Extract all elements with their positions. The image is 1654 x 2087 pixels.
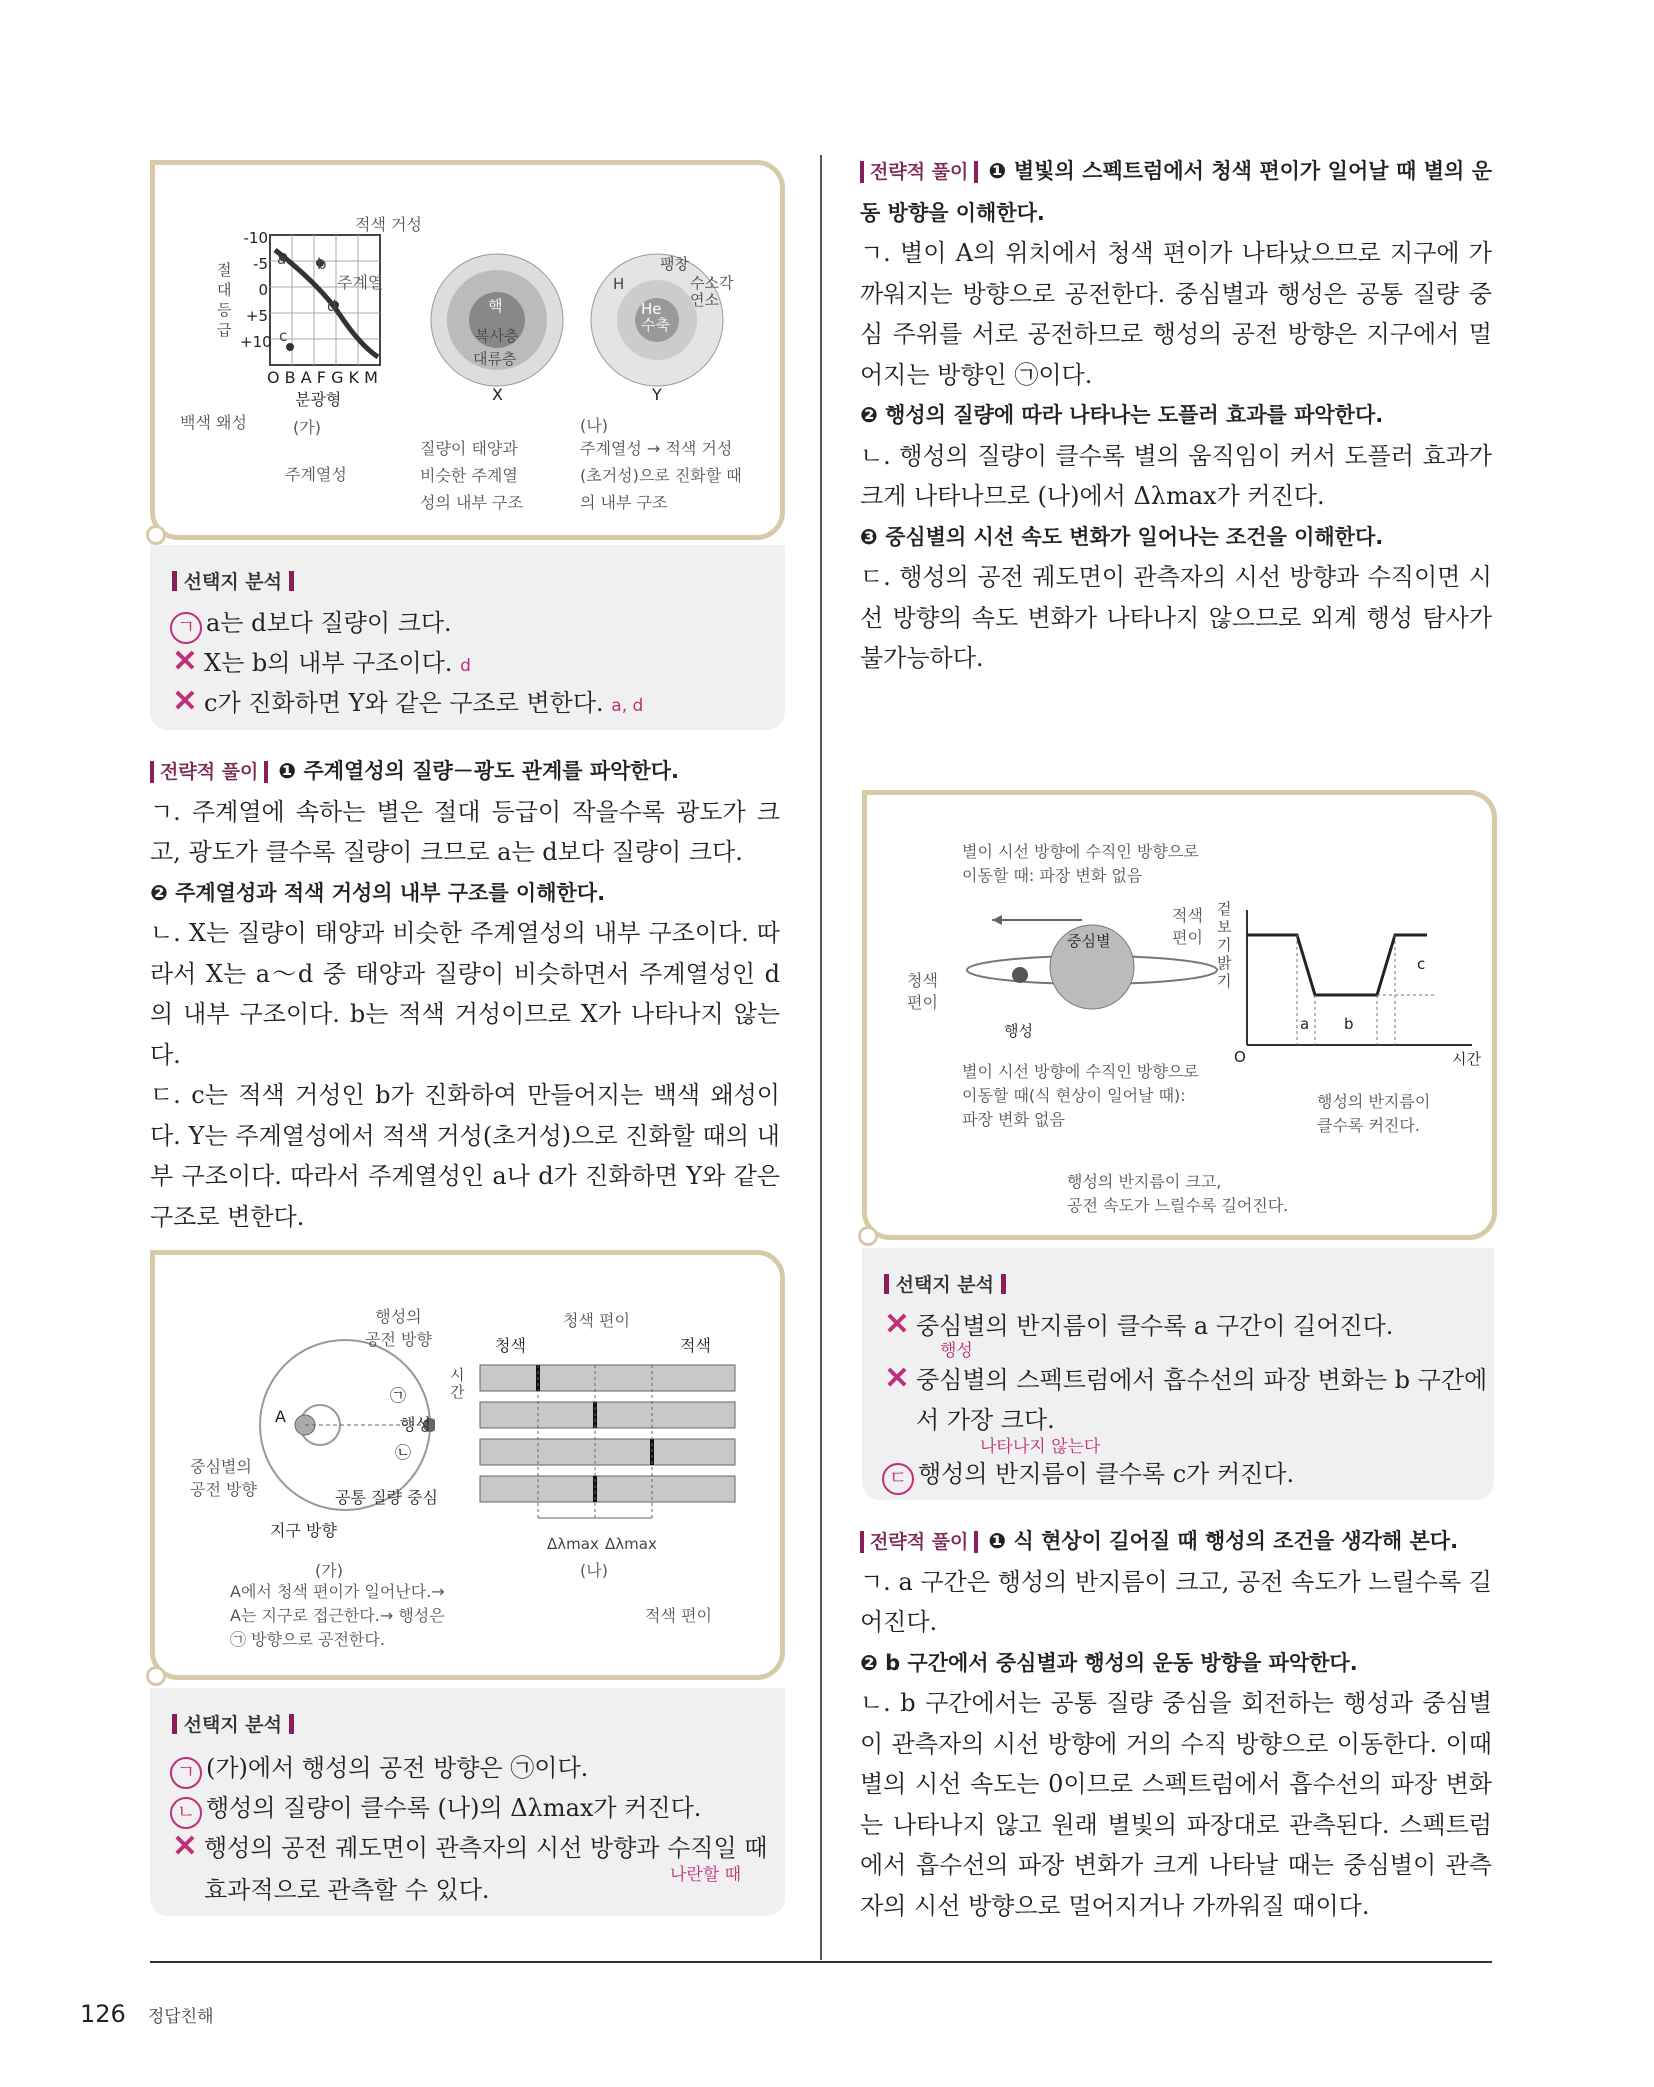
q10-solution-text: ㄴ. b 구간에서는 공통 질량 중심을 회전하는 행성과 중심별이 관측자의 시선 방향에 거의 수직 방향으로 이동한다. 이때 별의 시선 속도는 0이므로 스펙트럼에서 흡수선의 파장 변화는 나타나지 않고 원래 별빛의 파장대로 관측된다. 스펙트럼에서 흡수선의 파장 변화가 크게 나타날 때는 중심별이 관측자의 시선 방향으로 멀어지거나 가까워질 때이다.	[860, 1689, 1492, 1920]
q8-main-seq-star-label: 주계열성	[285, 465, 347, 484]
q9-option-1	[170, 1748, 588, 1789]
q8-solution-text: ㄴ. X는 질량이 태양과 비슷한 주계열성의 내부 구조이다. 따라서 X는 a～d 중 태양과 질량이 비슷하면서 주계열성인 d의 내부 구조이다. b는 적색 거성이므로 X가 나타나지 않는다.	[150, 919, 780, 1069]
q10-desc-line: 이동할 때: 파장 변화 없음	[962, 866, 1143, 885]
q8-h-label: H	[613, 275, 625, 293]
q9-options-head-text: 선택지 분석	[183, 1714, 283, 1736]
q8-y-axis-label: 절대 등급	[217, 261, 232, 339]
q9-blue-shift-top: 청색 편이	[563, 1311, 630, 1330]
q8-hr-d: d	[327, 297, 337, 315]
q10-central-star: 중심별	[1067, 932, 1111, 950]
q8-red-giant-label: 적색 거성	[355, 215, 422, 234]
q8-convection-label: 대류층	[473, 350, 517, 368]
q8-figure-box	[150, 160, 785, 540]
q10-option-note: 나타나지 않는다	[980, 1437, 1101, 1457]
q9-solution-step: ❷ 행성의 질량에 따라 나타나는 도플러 효과를 파악한다.	[860, 403, 1384, 427]
q10-figure-box	[862, 790, 1497, 1240]
q8-main-seq-label: 주계열	[337, 273, 384, 292]
q9-red-label: 적색	[680, 1336, 711, 1355]
q9-solution-text: ㄱ. 별이 A의 위치에서 청색 편이가 나타났으므로 지구에 가까워지는 방향으로 공전한다. 중심별과 행성은 공통 질량 중심 주위를 서로 공전하므로 행성의 공전 방향은 지구에서 멀어지는 방향인 ㉠이다.	[860, 239, 1492, 389]
q8-option-2	[170, 643, 471, 679]
q10-top-desc	[962, 840, 1199, 888]
q9-ga-desc	[230, 1580, 445, 1652]
q8-solution-step: ❶ 주계열성의 질량－광도 관계를 파악한다.	[278, 759, 679, 783]
q9-label-line: 공전 방향	[365, 1330, 432, 1349]
q10-lightcurve	[1237, 905, 1477, 1055]
q8-solution-step: ❷ 주계열성과 적색 거성의 내부 구조를 이해한다.	[150, 880, 606, 905]
page-number: 126	[80, 2000, 126, 2028]
q9-blue-label: 청색	[495, 1336, 526, 1355]
wrong-mark-icon: ✕	[884, 1361, 910, 1396]
q8-option-text: X는 b의 내부 구조이다.	[204, 649, 453, 677]
q8-expand-label: 팽창	[660, 255, 689, 273]
q9-solution-step: ❶ 별빛의 스펙트럼에서 청색 편이가 일어날 때 별의 운동 방향을 이해한다.	[860, 159, 1492, 225]
q8-option-note: d	[460, 656, 471, 676]
q8-option-3	[170, 683, 643, 719]
q9-time-label: 시간	[450, 1366, 465, 1401]
q10-c: c	[1417, 955, 1426, 973]
q9-solution-text: ㄴ. 행성의 질량이 클수록 별의 움직임이 커서 도플러 효과가 크게 나타나므로 (나)에서 Δλmax가 커진다.	[860, 441, 1492, 510]
q8-core-label: 핵	[488, 297, 503, 315]
q8-y-desc-line: 의 내부 구조	[580, 493, 668, 512]
footer-label: 정답친해	[147, 2007, 214, 2027]
q9-planet: 행성	[400, 1415, 431, 1434]
q9-na-label: (나)	[580, 1561, 608, 1580]
q9-figure-box	[150, 1250, 785, 1680]
wrong-mark-icon: ✕	[884, 1307, 910, 1342]
q9-option-2	[170, 1788, 701, 1829]
q8-he-core-label: He 수축	[641, 300, 670, 334]
q9-option-text: 행성의 공전 궤도면이 관측자의 시선 방향과 수직일 때	[204, 1834, 768, 1862]
q10-option-text: 서 가장 크다.	[916, 1406, 1055, 1434]
q8-y-tick: +10	[240, 333, 272, 351]
q10-desc-line: 행성의 반지름이 크고,	[1067, 1172, 1222, 1191]
q9-circ1: ㉠	[390, 1386, 407, 1405]
q10-brightness: 겉보기 밝기	[1217, 900, 1232, 990]
q10-option-text: 중심별의 반지름이 클수록 a 구간이 길어진다.	[916, 1312, 1394, 1340]
q9-frame-dot	[146, 1666, 166, 1686]
wrong-mark-icon: ✕	[172, 1829, 198, 1864]
q9-desc-line: A에서 청색 편이가 일어난다.→	[230, 1582, 445, 1601]
q9-option-text: (가)에서 행성의 공전 방향은 ㉠이다.	[206, 1754, 589, 1782]
wrong-mark-icon: ✕	[172, 644, 198, 679]
q8-x-structure	[427, 250, 567, 390]
q8-radiation-label: 복사층	[475, 327, 519, 345]
q10-option-note: 행성	[940, 1341, 973, 1361]
q10-option-3	[882, 1454, 1294, 1495]
q9-solution-step: ❸ 중심별의 시선 속도 변화가 일어나는 조건을 이해한다.	[860, 524, 1384, 549]
q9-solution-text: ㄷ. 행성의 공전 궤도면이 관측자의 시선 방향과 수직이면 시선 방향의 속도 변화가 나타나지 않으므로 외계 행성 탐사가 불가능하다.	[860, 563, 1492, 672]
q8-y-desc	[580, 435, 742, 516]
q8-x-label: 분광형	[295, 390, 342, 409]
q10-radius-desc	[1317, 1090, 1430, 1138]
q9-desc-line: A는 지구로 접근한다.→ 행성은	[230, 1606, 445, 1625]
q8-hr-b: b	[317, 255, 327, 273]
q8-option-text: c가 진화하면 Y와 같은 구조로 변한다.	[204, 689, 604, 717]
correct-mark-icon: ㄱ	[170, 612, 202, 644]
q8-y-tick: +5	[245, 307, 268, 325]
q10-options-head	[884, 1270, 1006, 1297]
column-divider	[820, 155, 822, 1960]
q10-label-line: 편이	[907, 993, 938, 1012]
q10-desc-line: 별이 시선 방향에 수직인 방향으로	[962, 1062, 1199, 1081]
q10-option-text: 중심별의 스펙트럼에서 흡수선의 파장 변화는 b 구간에	[916, 1366, 1488, 1394]
q10-desc-line: 공전 속도가 느릴수록 길어진다.	[1067, 1196, 1289, 1215]
q10-solution-step: ❷ b 구간에서 중심별과 행성의 운동 방향을 파악한다.	[860, 1650, 1358, 1675]
q10-desc-line: 별이 시선 방향에 수직인 방향으로	[962, 842, 1199, 861]
q9-label-line: 공전 방향	[190, 1480, 257, 1499]
q10-red-shift	[1172, 905, 1203, 949]
q8-hr-c: c	[279, 327, 288, 345]
q9-star-dir	[190, 1455, 257, 1501]
q10-solution	[860, 1520, 1492, 1926]
q10-b: b	[1344, 1015, 1354, 1033]
q9-solution	[860, 150, 1492, 679]
q8-x-desc-line: 비슷한 주계열	[420, 466, 518, 485]
q10-options-head-text: 선택지 분석	[895, 1274, 995, 1296]
q9-option-3-cont	[204, 1870, 490, 1905]
q8-y-mark: Y	[652, 385, 662, 404]
q8-options-head	[172, 567, 294, 594]
q10-slow-desc	[1067, 1170, 1288, 1218]
q9-circ2: ㉡	[395, 1443, 412, 1462]
q9-strategy-label: 전략적 풀이	[860, 161, 978, 183]
q8-options-box	[150, 545, 785, 730]
footer-rule	[150, 1961, 1492, 1963]
q10-desc-line: 이동할 때(식 현상이 일어날 때):	[962, 1086, 1186, 1105]
q8-ga-label: (가)	[293, 418, 321, 437]
q8-solution	[150, 750, 780, 1237]
q10-label-line: 편이	[1172, 928, 1203, 947]
q10-desc-line: 파장 변화 없음	[962, 1110, 1065, 1129]
q10-origin: O	[1234, 1048, 1246, 1066]
q8-x-desc-line: 질량이 태양과	[420, 439, 518, 458]
q10-solution-text: ㄱ. a 구간은 행성의 반지름이 크고, 공전 속도가 느릴수록 길어진다.	[860, 1567, 1492, 1636]
q9-desc-line: ㉠ 방향으로 공전한다.	[230, 1630, 385, 1649]
q8-white-dwarf-label: 백색 왜성	[180, 413, 247, 432]
q9-option-3	[170, 1828, 767, 1864]
q10-options-box	[862, 1248, 1494, 1500]
q8-options-head-text: 선택지 분석	[183, 571, 283, 593]
q8-solution-text: ㄱ. 주계열에 속하는 별은 절대 등급이 작을수록 광도가 크고, 광도가 클수록 질량이 크므로 a는 d보다 질량이 크다.	[150, 797, 780, 866]
q8-x-mark: X	[492, 385, 503, 404]
q8-frame-dot	[146, 525, 166, 545]
q10-option-2-cont	[916, 1400, 1055, 1435]
q10-time: 시간	[1452, 1050, 1481, 1068]
footer	[80, 2000, 214, 2028]
q9-option-note: 나란할 때	[670, 1865, 742, 1885]
q9-com-label: 공통 질량 중심	[335, 1488, 438, 1507]
q9-spectra	[470, 1360, 740, 1540]
q9-option-text: 효과적으로 관측할 수 있다.	[204, 1876, 490, 1904]
q8-x-desc	[420, 435, 523, 516]
q8-y-tick: 0	[258, 281, 268, 299]
q9-label-line: 중심별의	[190, 1457, 252, 1476]
q8-y-ticks	[240, 225, 272, 355]
correct-mark-icon: ㄱ	[170, 1757, 202, 1789]
q10-bottom-desc	[962, 1060, 1199, 1132]
q9-label-line: 행성의	[375, 1307, 422, 1326]
q8-y-desc-line: (초거성)으로 진화할 때	[580, 466, 742, 485]
q9-earth-dir: 지구 방향	[270, 1521, 337, 1540]
q8-y-tick: -10	[243, 229, 268, 247]
correct-mark-icon: ㄷ	[882, 1463, 914, 1495]
q9-options-head	[172, 1710, 294, 1737]
q8-x-axis: O B A F G K M	[267, 368, 378, 387]
q10-a: a	[1300, 1015, 1310, 1033]
q9-red-shift: 적색 편이	[645, 1606, 712, 1625]
q10-desc-line: 행성의 반지름이	[1317, 1092, 1431, 1111]
q9-ga-label: (가)	[315, 1561, 343, 1580]
q8-option-text: a는 d보다 질량이 크다.	[206, 609, 452, 637]
q9-dlm2: Δλmax	[605, 1535, 657, 1553]
q8-hr-a: a	[277, 250, 287, 268]
q8-option-1	[170, 603, 452, 644]
q9-planet-orbit-dir	[365, 1305, 432, 1351]
q10-frame-dot	[858, 1226, 878, 1246]
q8-y-tick: -5	[253, 255, 268, 273]
q9-option-text: 행성의 질량이 클수록 (나)의 Δλmax가 커진다.	[206, 1794, 702, 1822]
q8-x-desc-line: 성의 내부 구조	[420, 493, 523, 512]
q10-label-line: 청색	[907, 971, 938, 990]
q8-na-label: (나)	[580, 416, 608, 435]
q10-label-line: 적색	[1172, 906, 1203, 925]
q8-option-note: a, d	[611, 696, 644, 716]
q10-strategy-label: 전략적 풀이	[860, 1531, 978, 1553]
q10-planet: 행성	[1004, 1022, 1033, 1040]
q8-strategy-label: 전략적 풀이	[150, 761, 268, 783]
q9-options-box	[150, 1688, 785, 1916]
q8-solution-text: ㄷ. c는 적색 거성인 b가 진화하여 만들어지는 백색 왜성이다. Y는 주계열성에서 적색 거성(초거성)으로 진화할 때의 내부 구조이다. 따라서 주계열성인 a나 d가 진화하면 Y와 같은 구조로 변한다.	[150, 1081, 780, 1231]
q10-solution-step: ❶ 식 현상이 길어질 때 행성의 조건을 생각해 본다.	[988, 1529, 1459, 1553]
correct-mark-icon: ㄴ	[170, 1797, 202, 1829]
q9-a-star: A	[275, 1407, 286, 1426]
q8-h-shell-label: 수소각 연소	[690, 274, 734, 309]
q10-blue-shift	[907, 970, 938, 1014]
q10-option-2	[882, 1360, 1487, 1396]
q10-option-text: 행성의 반지름이 클수록 c가 커진다.	[918, 1460, 1295, 1488]
q8-y-desc-line: 주계열성 → 적색 거성	[580, 439, 733, 458]
wrong-mark-icon: ✕	[172, 684, 198, 719]
q10-desc-line: 클수록 커진다.	[1317, 1116, 1420, 1135]
q9-dlm1: Δλmax	[547, 1535, 599, 1553]
